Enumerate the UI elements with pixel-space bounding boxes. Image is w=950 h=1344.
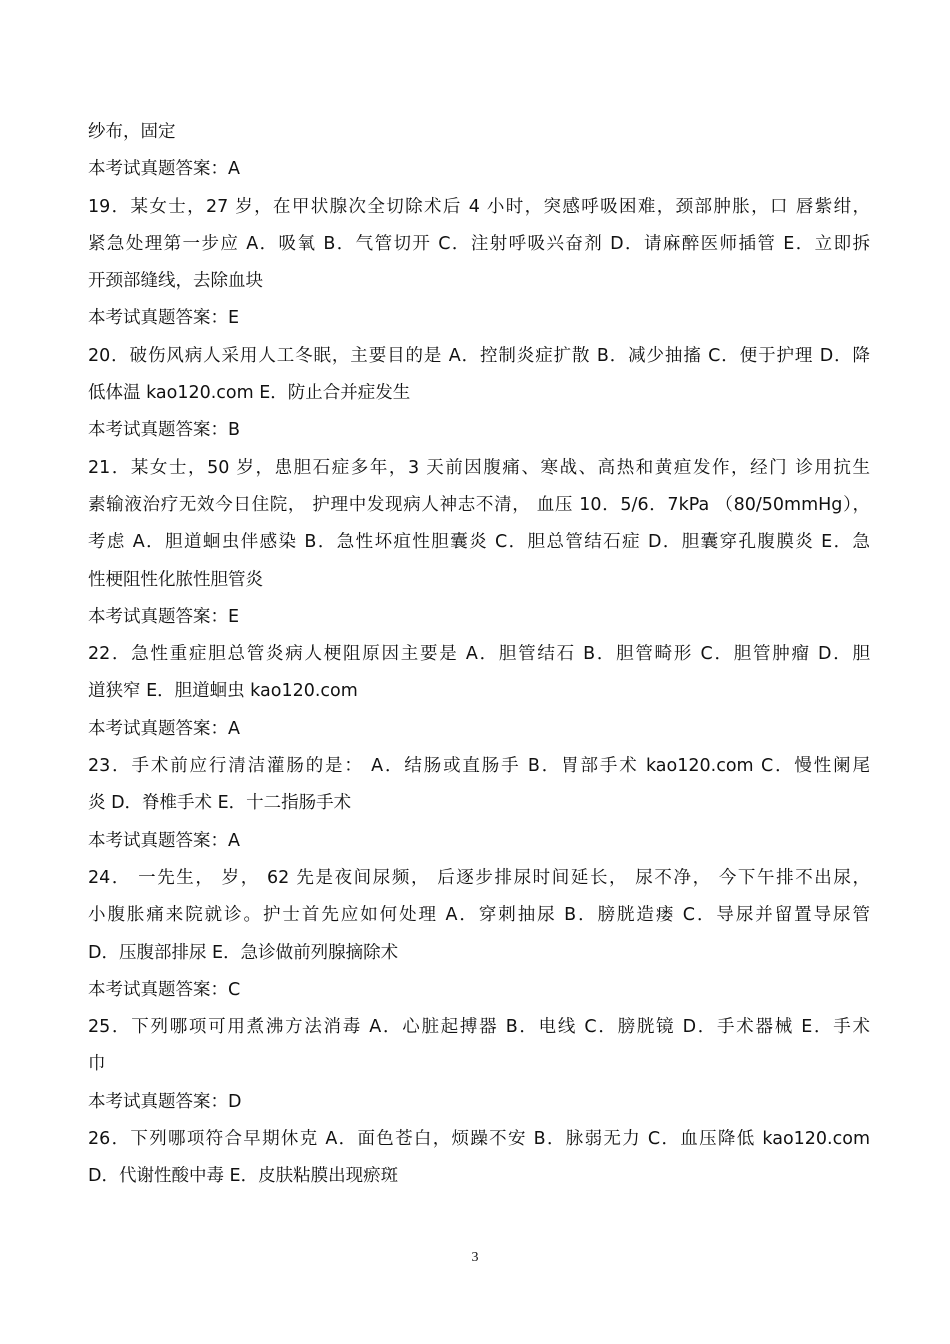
text-line: 性梗阻性化脓性胆管炎 bbox=[88, 569, 263, 590]
text-line: 开颈部缝线，去除血块 bbox=[88, 271, 263, 292]
text-line: 本考试真题答案：E bbox=[88, 606, 240, 627]
text-line: 19．某女士，27 岁，在甲状腺次全切除术后 4 小时，突感呼吸困难，颈部肿胀，口 唇紫绀， bbox=[88, 196, 870, 217]
text-line: 本考试真题答案：E bbox=[88, 308, 240, 329]
text-line: 本考试真题答案：A bbox=[88, 830, 240, 851]
text-line: 巾 bbox=[88, 1054, 106, 1075]
document-body bbox=[88, 114, 870, 1196]
text-line: 低体温 kao120.com E．防止合并症发生 bbox=[88, 383, 411, 404]
text-line: 炎 D．脊椎手术 E．十二指肠手术 bbox=[88, 793, 352, 814]
text-line: 22．急性重症胆总管炎病人梗阻原因主要是 A．胆管结石 B．胆管畸形 C．胆管肿瘤 D．胆 bbox=[88, 644, 870, 665]
text-line: 25．下列哪项可用煮沸方法消毒 A．心脏起搏器 B．电线 C．膀胱镜 D．手术器械 E．手术 bbox=[88, 1017, 870, 1038]
page-number: 3 bbox=[471, 1250, 479, 1265]
text-line: 素输液治疗无效今日住院， 护理中发现病人神志不清， 血压 10．5/6．7kPa （80/50mmHg）， bbox=[88, 494, 870, 515]
text-line: 26．下列哪项符合早期休克 A．面色苍白，烦躁不安 B．脉弱无力 C．血压降低 kao120.com bbox=[88, 1129, 870, 1150]
text-line: 本考试真题答案：A bbox=[88, 718, 240, 739]
text-line: 本考试真题答案：D bbox=[88, 1091, 242, 1112]
text-line: 本考试真题答案：C bbox=[88, 979, 241, 1000]
text-line: 纱布，固定 bbox=[88, 122, 176, 142]
text-line: 24． 一先生， 岁， 62 先是夜间尿频， 后逐步排尿时间延长， 尿不净， 今下午排不出尿， bbox=[88, 867, 870, 888]
text-line: 20．破伤风病人采用人工冬眠，主要目的是 A．控制炎症扩散 B．减少抽搐 C．便于护理 D．降 bbox=[88, 345, 870, 366]
text-line: 紧急处理第一步应 A．吸氧 B．气管切开 C．注射呼吸兴奋剂 D．请麻醉医师插管 E．立即拆 bbox=[88, 233, 870, 254]
text-line: D．代谢性酸中毒 E．皮肤粘膜出现瘀斑 bbox=[88, 1166, 399, 1187]
text-line: 道狭窄 E．胆道蛔虫 kao120.com bbox=[88, 681, 358, 702]
text-line: 21．某女士，50 岁，患胆石症多年，3 天前因腹痛、寒战、高热和黄疸发作，经门 诊用抗生 bbox=[88, 457, 870, 478]
text-line: 考虑 A．胆道蛔虫伴感染 B．急性坏疽性胆囊炎 C．胆总管结石症 D．胆囊穿孔腹膜炎 E．急 bbox=[88, 532, 870, 553]
text-line: 本考试真题答案：A bbox=[88, 159, 240, 180]
text-line: 本考试真题答案：B bbox=[88, 420, 241, 441]
text-line: D．压腹部排尿 E．急诊做前列腺摘除术 bbox=[88, 942, 399, 963]
text-line: 23．手术前应行清洁灌肠的是： A．结肠或直肠手 B．胃部手术 kao120.com C．慢性阑尾 bbox=[88, 756, 870, 777]
text-line: 小腹胀痛来院就诊。护士首先应如何处理 A．穿刺抽尿 B．膀胱造瘘 C．导尿并留置导尿管 bbox=[88, 905, 870, 926]
